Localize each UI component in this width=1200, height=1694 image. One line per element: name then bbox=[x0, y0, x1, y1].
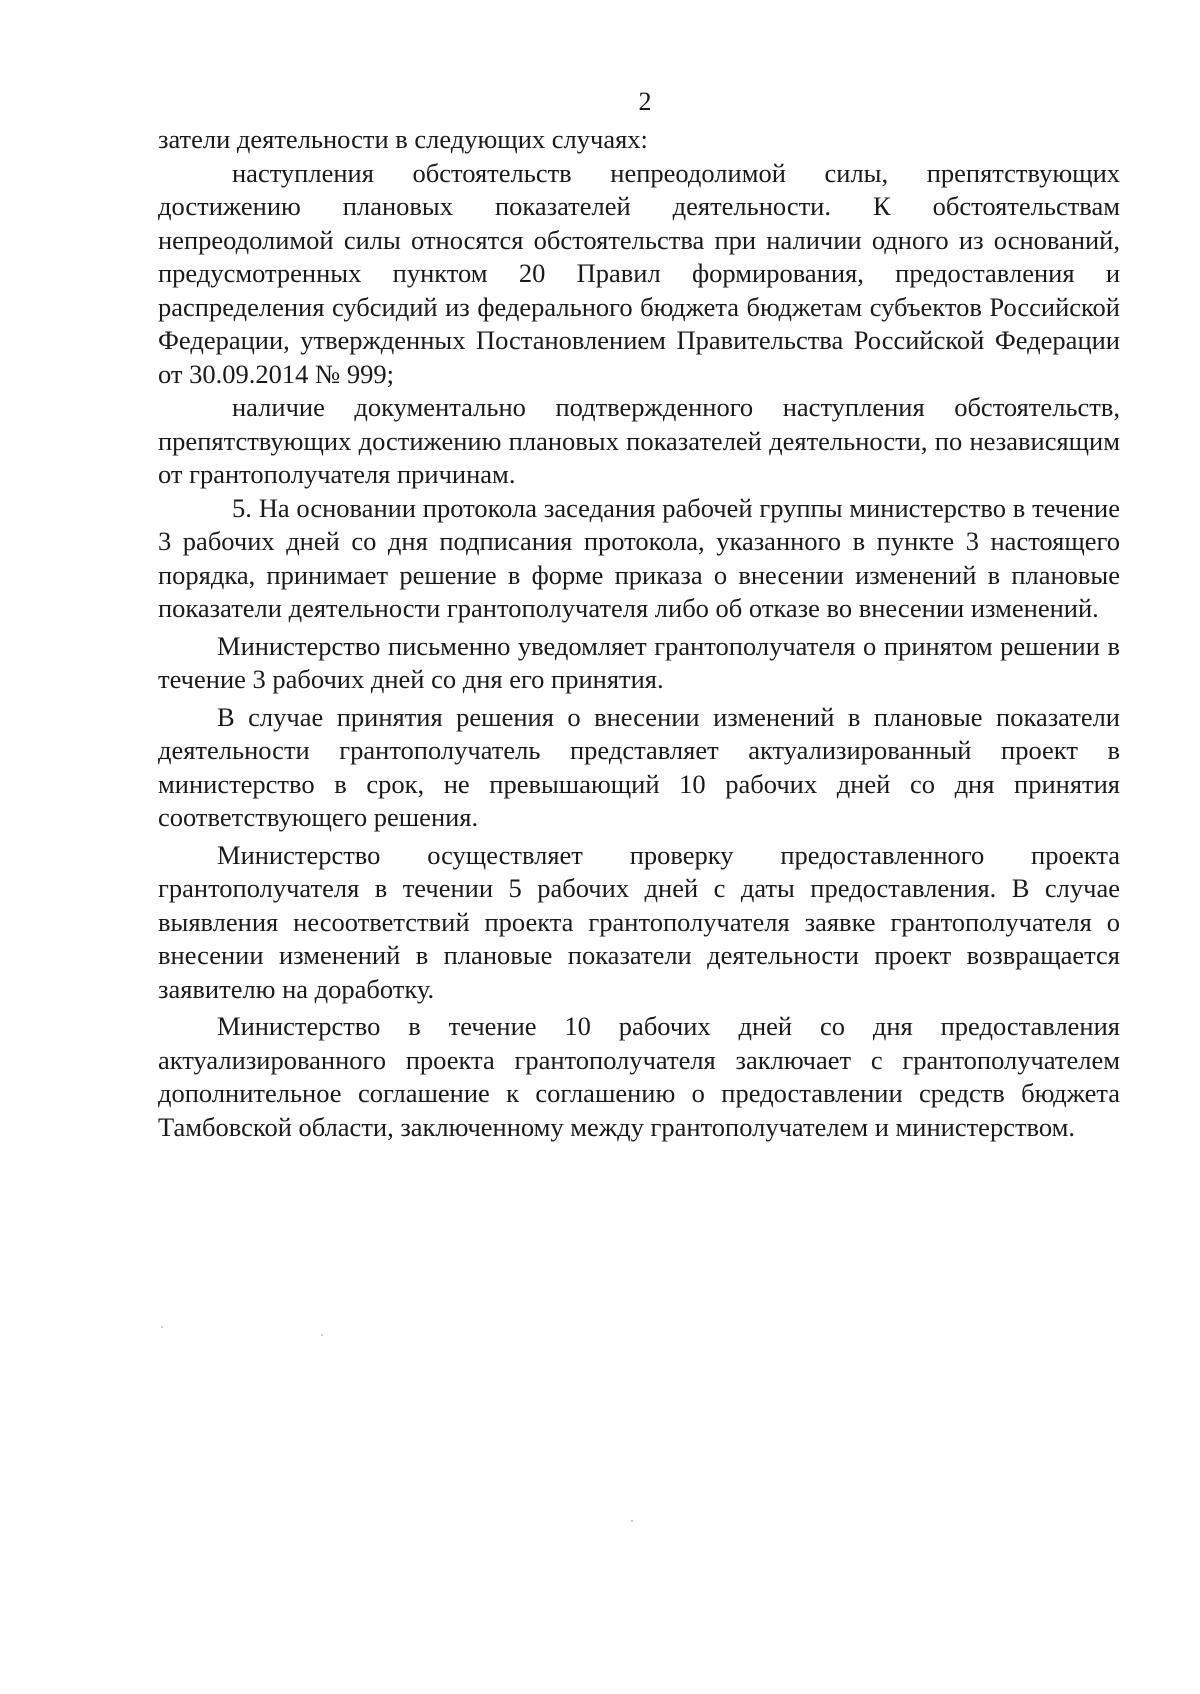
document-body bbox=[158, 123, 1120, 1144]
scan-speck bbox=[161, 1326, 163, 1328]
paragraph-supplementary-agreement: Министерство в течение 10 рабочих дней со дня предоставления актуализированного проекта грантополучателя заключает с грантополучателем дополнительное соглашение к соглашению о предоставлении средств бюджета Тамбовской области, заключенному между грантополучателем и министерством. bbox=[158, 1011, 1120, 1142]
paragraph-updated-project: В случае принятия решения о внесении изменений в плановые показатели деятельности грантополучатель представляет актуализированный проект в министерство в срок, не превышающий 10 рабочих дней со дня принятия соответствующего решения. bbox=[158, 701, 1120, 832]
scan-speck bbox=[631, 1520, 633, 1522]
scan-speck bbox=[321, 1334, 323, 1336]
paragraph-documented-circumstances: наличие документально подтвержденного наступления обстоятельств, препятствующих достижению плановых показателей деятельности, по независящим от грантополучателя причинам. bbox=[158, 392, 1120, 489]
paragraph-force-majeure: наступления обстоятельств непреодолимой силы, препятствующих достижению плановых показателей деятельности. К обстоятельствам непреодолимой силы относятся обстоятельства при наличии одного из оснований, предусмотренных пунктом 20 Правил формирования, предоставления и распределения субсидий из федерального бюджета бюджетам субъектов Российской Федерации, утвержденных Постановлением Правительства Российской Федерации от 30.09.2014 № 999; bbox=[158, 157, 1120, 389]
paragraph-project-review: Министерство осуществляет проверку предоставленного проекта грантополучателя в течении 5 рабочих дней с даты предоставления. В случае выявления несоответствий проекта грантополучателя заявке грантополучателя о внесении изменений в плановые показатели деятельности проект возвращается заявителю на доработку. bbox=[158, 839, 1120, 1004]
paragraph-notification: Министерство письменно уведомляет грантополучателя о принятом решении в течение 3 рабочих дней со дня его принятия. bbox=[158, 630, 1120, 694]
page-number: 2 bbox=[638, 87, 652, 116]
paragraph-continuation: затели деятельности в следующих случаях: bbox=[158, 124, 648, 154]
paragraph-item-5: 5. На основании протокола заседания рабочей группы министерство в течение 3 рабочих дней со дня подписания протокола, указанного в пункте 3 настоящего порядка, принимает решение в форме приказа о внесении изменений в плановые показатели деятельности грантополучателя либо об отказе во внесении изменений. bbox=[158, 492, 1120, 623]
